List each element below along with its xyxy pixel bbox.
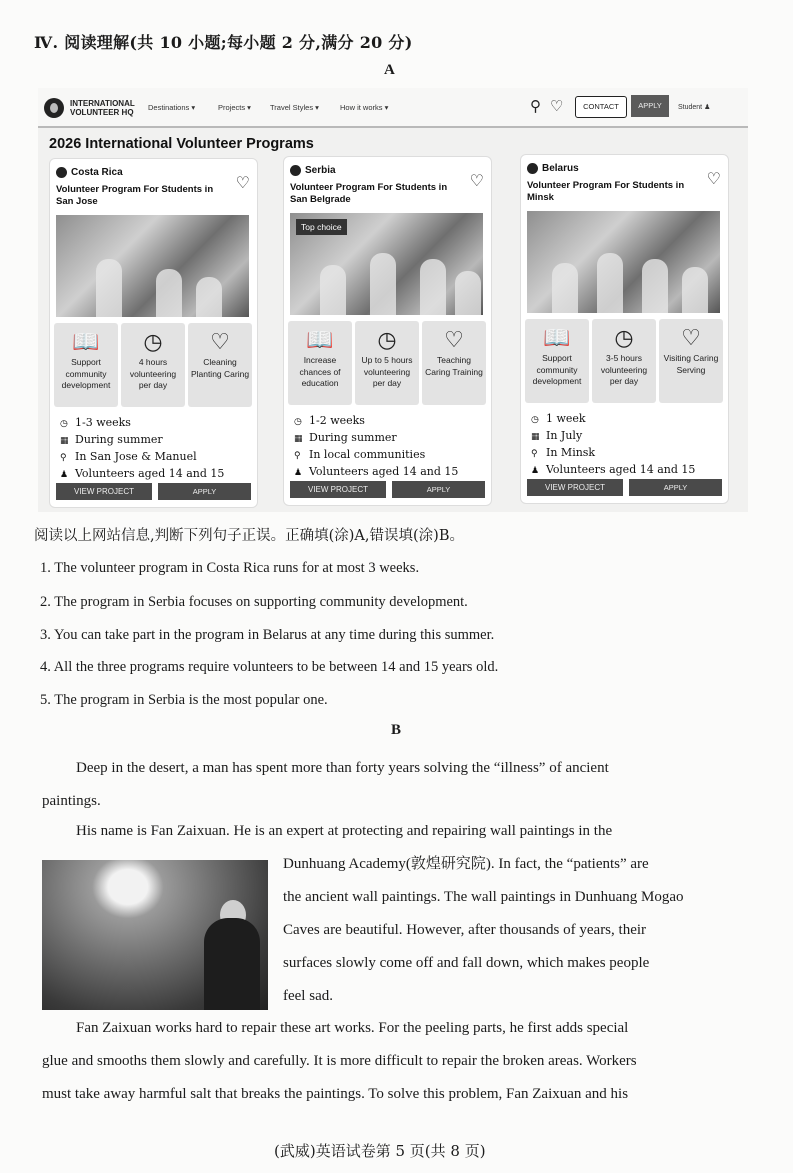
passage-p3-line1: Fan Zaixuan works hard to repair these art works. For the peeling parts, he first adds special [76,1020,629,1036]
part-a-label: A [384,62,395,78]
question-3: 3. You can take part in the program in Belarus at any time during this summer. [40,627,495,643]
book-icon: 📖 [306,327,334,352]
feature-tiles [288,321,487,405]
program-card-belarus [520,154,729,504]
age-text: Volunteers aged 14 and 15 [546,463,696,476]
nav-projects[interactable]: Projects ▾ [218,103,251,112]
feature-tile [422,321,486,405]
passage-p2-line1: His name is Fan Zaixuan. He is an expert at protecting and repairing wall paintings in the [76,823,613,839]
card-apply-button[interactable]: APPLY [392,481,485,498]
passage-p1-line1: Deep in the desert, a man has spent more than forty years solving the “illness” of ancient [76,760,609,776]
clock-icon: ◷ [531,415,539,425]
feature-label: Increase chances of education [299,355,341,388]
clock-icon: ◷ [614,325,634,350]
search-icon[interactable]: ⚲ [530,98,541,115]
calendar-icon: ▦ [531,432,540,442]
card-country: Belarus [542,163,579,174]
feature-tile [188,323,252,407]
top-nav [38,88,748,128]
view-project-button[interactable]: VIEW PROJECT [527,479,623,496]
passage-p2-wrap-5: feel sad. [283,988,333,1004]
feature-label: 3-5 hours volunteering per day [600,353,648,386]
feature-tiles [525,319,724,403]
card-apply-button[interactable]: APPLY [158,483,251,500]
duration-text: 1-3 weeks [75,416,131,429]
feature-tile [355,321,419,405]
top-choice-badge: Top choice [296,219,347,235]
feature-label: Support community development [532,353,582,386]
feature-label: Cleaning Planting Caring [190,357,250,379]
feature-tile [288,321,352,405]
program-card-costa-rica [49,158,258,508]
card-country: Costa Rica [71,167,123,178]
passage-p2-wrap-4: surfaces slowly come off and fall down, which makes people [283,955,650,971]
passage-p3-line2: glue and smooths them slowly and carefully. It is more difficult to repair the broken areas. Workers [42,1053,637,1069]
feature-label: Teaching Caring Training [425,355,483,377]
feature-tiles [54,323,253,407]
feature-tile [659,319,723,403]
feature-label: Support community development [61,357,111,390]
apply-button[interactable]: APPLY [631,95,669,117]
when-text: During summer [309,431,397,444]
user-label: Student [678,104,703,111]
question-5: 5. The program in Serbia is the most popular one. [40,692,328,708]
view-project-button[interactable]: VIEW PROJECT [56,483,152,500]
book-icon: 📖 [543,325,571,350]
feature-tile [592,319,656,403]
card-details [531,411,695,479]
fan-zaixuan-photo [42,860,268,1010]
card-title[interactable]: Volunteer Program For Students in Minsk [527,180,685,203]
heart-icon[interactable]: ♡ [235,175,250,192]
calendar-icon: ▦ [294,434,303,444]
feature-label: 4 hours volunteering per day [129,357,177,390]
location-text: In local communities [309,448,426,461]
page-footer: (武威)英语试卷第 5 页(共 8 页) [274,1142,486,1160]
heart-icon[interactable]: ♡ [469,173,484,190]
card-photo [290,213,483,315]
passage-p2-wrap-3: Caves are beautiful. However, after thousands of years, their [283,922,647,938]
page-heading: 2026 International Volunteer Programs [49,136,314,152]
heart-icon[interactable]: ♡ [550,98,564,115]
location-text: In Minsk [546,446,596,459]
logo-line-2: VOLUNTEER HQ [70,108,134,117]
heart-hand-icon: ♡ [444,327,464,352]
card-title[interactable]: Volunteer Program For Students in San Jose [56,184,214,207]
contact-button[interactable]: CONTACT [575,96,627,118]
logo-line-1: INTERNATIONAL [70,99,135,108]
clock-icon: ◷ [143,329,163,354]
passage-p3-line3: must take away harmful salt that breaks the paintings. To solve this problem, Fan Zaixuan and his [42,1086,629,1102]
location-icon: ⚲ [294,451,301,461]
question-4: 4. All the three programs require volunteers to be between 14 and 15 years old. [40,659,499,675]
user-menu[interactable] [678,103,710,111]
feature-tile [525,319,589,403]
feature-tile [54,323,118,407]
card-details [294,413,458,481]
card-details [60,415,224,483]
nav-travel-styles[interactable]: Travel Styles ▾ [270,103,319,112]
passage-p2-wrap-1: Dunhuang Academy(敦煌研究院). In fact, the “patients” are [283,856,649,872]
question-2: 2. The program in Serbia focuses on supporting community development. [40,594,468,610]
person-icon: ♟ [294,468,303,478]
age-text: Volunteers aged 14 and 15 [309,465,459,478]
book-icon: 📖 [72,329,100,354]
flag-icon [290,165,301,176]
heart-hand-icon: ♡ [681,325,701,350]
card-country: Serbia [305,165,336,176]
flag-icon [527,163,538,174]
section-title: Ⅳ. 阅读理解(共 10 小题;每小题 2 分,满分 20 分) [34,33,413,52]
feature-tile [121,323,185,407]
location-icon: ⚲ [531,449,538,459]
flag-icon [56,167,67,178]
question-1: 1. The volunteer program in Costa Rica runs for at most 3 weeks. [40,560,420,576]
program-card-serbia [283,156,492,506]
person-icon: ♟ [60,470,69,480]
user-icon: ♟ [704,104,711,111]
duration-text: 1 week [546,412,586,425]
website-screenshot [38,88,748,512]
person-icon: ♟ [531,466,540,476]
when-text: During summer [75,433,163,446]
feature-label: Visiting Caring Serving [663,353,719,375]
when-text: In July [546,429,583,442]
passage-p2-wrap-2: the ancient wall paintings. The wall paintings in Dunhuang Mogao [283,889,684,905]
instruction: 阅读以上网站信息,判断下列句子正误。正确填(涂)A,错误填(涂)B。 [34,528,464,544]
clock-icon: ◷ [60,419,68,429]
calendar-icon: ▦ [60,436,69,446]
logo-icon [44,98,64,118]
card-photo [527,211,720,313]
feature-label: Up to 5 hours volunteering per day [361,355,413,388]
location-icon: ⚲ [60,453,67,463]
part-b-label: B [391,722,402,738]
clock-icon: ◷ [377,327,397,352]
clock-icon: ◷ [294,417,302,427]
view-project-button[interactable]: VIEW PROJECT [290,481,386,498]
heart-hand-icon: ♡ [210,329,230,354]
nav-how-it-works[interactable]: How it works ▾ [340,103,389,112]
passage-p1-line2: paintings. [42,793,101,809]
card-photo [56,215,249,317]
logo-text[interactable] [70,99,135,117]
location-text: In San Jose & Manuel [75,450,197,463]
heart-icon[interactable]: ♡ [706,171,721,188]
card-title[interactable]: Volunteer Program For Students in San Belgrade [290,182,448,205]
card-apply-button[interactable]: APPLY [629,479,722,496]
duration-text: 1-2 weeks [309,414,365,427]
nav-destinations[interactable]: Destinations ▾ [148,103,196,112]
age-text: Volunteers aged 14 and 15 [75,467,225,480]
